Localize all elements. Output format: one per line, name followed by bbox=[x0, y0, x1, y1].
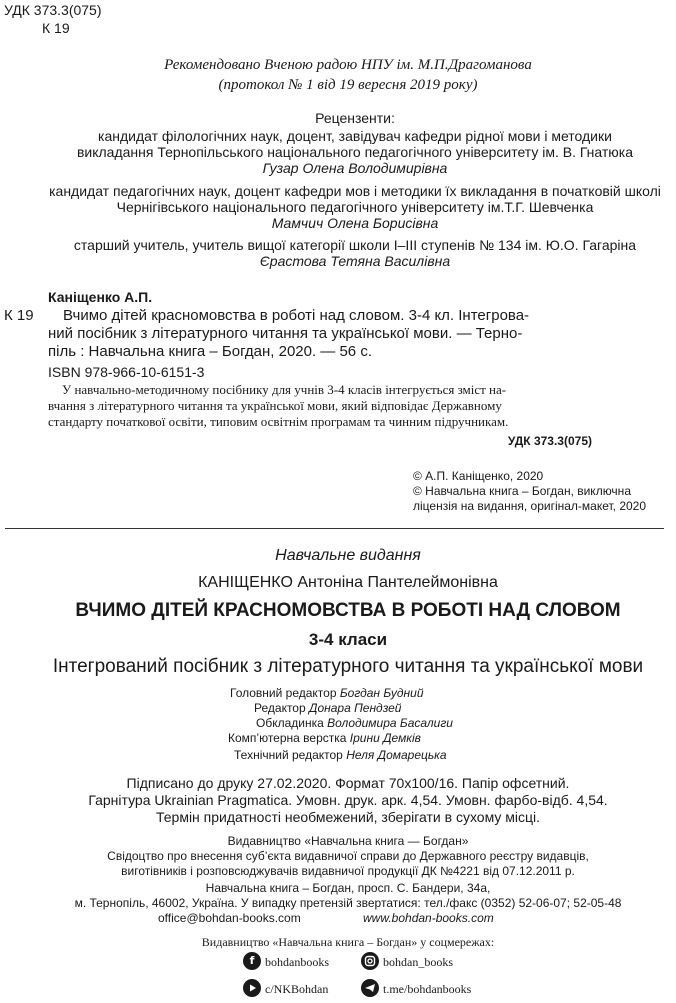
publisher-cert-line-1: Свідоцтво про внесення суб’єкта видавничої справи до Державного реєстру видавців, bbox=[107, 849, 589, 863]
reviewer-1-line-1: кандидат філологічних наук, доцент, завідувач кафедри рідної мови і методики bbox=[98, 128, 612, 144]
publisher-email[interactable]: office@bohdan-books.com bbox=[158, 911, 301, 925]
credit-row bbox=[228, 731, 421, 745]
credit-name: Неля Домарецька bbox=[346, 748, 447, 762]
reviewer-2-line-2: Чернігівського національного педагогічного університету ім.Т.Г. Шевченка bbox=[116, 199, 594, 215]
youtube-icon[interactable] bbox=[243, 979, 261, 997]
catalog-desc-line-2: ний посібник з літературного читання та української мови. — Терно- bbox=[48, 325, 523, 342]
publisher-name: Видавництво «Навчальна книга — Богдан» bbox=[227, 834, 469, 848]
credit-role: Головний редактор bbox=[230, 686, 337, 700]
edition-type: Навчальне видання bbox=[275, 547, 421, 564]
credit-name: Донара Пендзей bbox=[309, 701, 402, 715]
catalog-desc-line-1: Вчимо дітей красномовства в роботі над словом. 3-4 кл. Інтегрова- bbox=[63, 307, 530, 324]
print-info-line-3: Термін придатності необмежений, зберігати в сухому місці. bbox=[155, 809, 541, 825]
catalog-abstract-line-1: У навчально-методичному посібнику для учнів 3-4 класів інтегрується зміст на- bbox=[62, 382, 507, 397]
social-instagram[interactable]: bohdan_books bbox=[383, 955, 453, 969]
publisher-contacts: м. Тернопіль, 46002, Україна. У випадку претензій звертатися: тел./факс (0352) 52-06-07; 52-05-48 bbox=[74, 896, 622, 910]
credit-role: Технічний редактор bbox=[234, 748, 343, 762]
instagram-icon[interactable] bbox=[361, 952, 379, 970]
reviewer-2-line-1: кандидат педагогічних наук, доцент кафедри мов і методики їх викладання в початковій школі bbox=[49, 183, 661, 199]
edition-author bbox=[0, 574, 676, 592]
reviewer-1-name: Гузар Олена Володимирівна bbox=[262, 160, 448, 176]
reviewer-3-name: Єрастова Тетяна Василівна bbox=[259, 253, 451, 269]
facebook-icon[interactable]: f bbox=[243, 952, 261, 970]
reviewer-3-line-1: старший учитель, учитель вищої категорії школи І–ІІІ ступенів № 134 ім. Ю.О. Гагаріна bbox=[73, 237, 637, 253]
credit-role: Редактор bbox=[254, 701, 306, 715]
author-surname: КАНІЩЕНКО bbox=[198, 574, 293, 591]
catalog-code: К 19 bbox=[4, 307, 34, 324]
index-code-top: К 19 bbox=[42, 20, 70, 36]
catalog-isbn: ISBN 978-966-10-6151-3 bbox=[48, 364, 205, 380]
credit-role: Обкладинка bbox=[256, 716, 324, 730]
reviewer-2-name: Мамчич Олена Борисівна bbox=[271, 215, 439, 231]
social-telegram[interactable]: t.me/bohdanbooks bbox=[383, 982, 472, 996]
copyright-author: © А.П. Каніщенко, 2020 bbox=[413, 469, 544, 483]
credit-name: Володимира Басалиги bbox=[327, 716, 453, 730]
credit-role: Комп’ютерна верстка bbox=[228, 731, 347, 745]
copyright-publisher: © Навчальна книга – Богдан, виключна bbox=[413, 484, 631, 498]
udk-top: УДК 373.3(075) bbox=[4, 2, 102, 18]
recommendation-line-2: (протокол № 1 від 19 вересня 2019 року) bbox=[218, 77, 478, 93]
publisher-website[interactable]: www.bohdan-books.com bbox=[363, 911, 494, 925]
print-info-line-1: Підписано до друку 27.02.2020. Формат 70х100/16. Папір офсетний. bbox=[126, 775, 570, 791]
social-youtube[interactable]: c/NKBohdan bbox=[265, 982, 329, 996]
credit-name: Богдан Будний bbox=[339, 686, 424, 700]
credit-name: Ірини Демків bbox=[349, 731, 421, 745]
social-heading: Видавництво «Навчальна книга – Богдан» у соцмережах: bbox=[201, 935, 495, 949]
catalog-abstract-line-3: стандарту початкової освіти, типовим освітнім програмам та чинним підручникам. bbox=[48, 414, 509, 429]
print-info-line-2: Гарнітура Ukrainian Pragmatica. Умовн. друк. арк. 4,54. Умовн. фарбо-відб. 4,54. bbox=[88, 792, 608, 808]
credit-row bbox=[256, 716, 453, 730]
credit-row bbox=[254, 701, 401, 715]
telegram-icon[interactable] bbox=[361, 979, 379, 997]
author-given-names: Антоніна Пантелеймонівна bbox=[297, 574, 498, 591]
catalog-desc-line-3: піль : Навчальна книга – Богдан, 2020. — 56 с. bbox=[48, 343, 372, 360]
credit-row bbox=[230, 686, 424, 700]
publisher-address: Навчальна книга – Богдан, просп. С. Бандери, 34а, bbox=[205, 881, 491, 895]
reviewer-1-line-2: викладання Тернопільського національного педагогічного університету ім. В. Гнатюка bbox=[76, 144, 634, 160]
book-grade: 3-4 класи bbox=[308, 630, 388, 649]
recommendation-line-1: Рекомендовано Вченою радою НПУ ім. М.П.Драгоманова bbox=[164, 57, 532, 73]
publisher-cert-line-2: виготівників і розповсюджувачів видавничої продукції ДК №4221 від 07.12.2011 р. bbox=[121, 864, 575, 878]
book-title: ВЧИМО ДІТЕЙ КРАСНОМОВСТВА В РОБОТІ НАД СЛОВОМ bbox=[75, 600, 621, 621]
copyright-license: ліцензія на видання, оригінал-макет, 2020 bbox=[413, 499, 647, 513]
book-subtitle: Інтегрований посібник з літературного читання та української мови bbox=[52, 656, 644, 677]
social-facebook[interactable]: bohdanbooks bbox=[265, 955, 329, 969]
catalog-udk: УДК 373.3(075) bbox=[507, 434, 592, 448]
section-divider bbox=[5, 528, 664, 529]
credit-row bbox=[234, 748, 447, 762]
catalog-abstract-line-2: вчання з літературного читання та української мови, який відповідає Державному bbox=[48, 398, 502, 413]
reviewers-heading: Рецензенти: bbox=[315, 110, 395, 126]
catalog-author: Каніщенко А.П. bbox=[48, 289, 153, 305]
